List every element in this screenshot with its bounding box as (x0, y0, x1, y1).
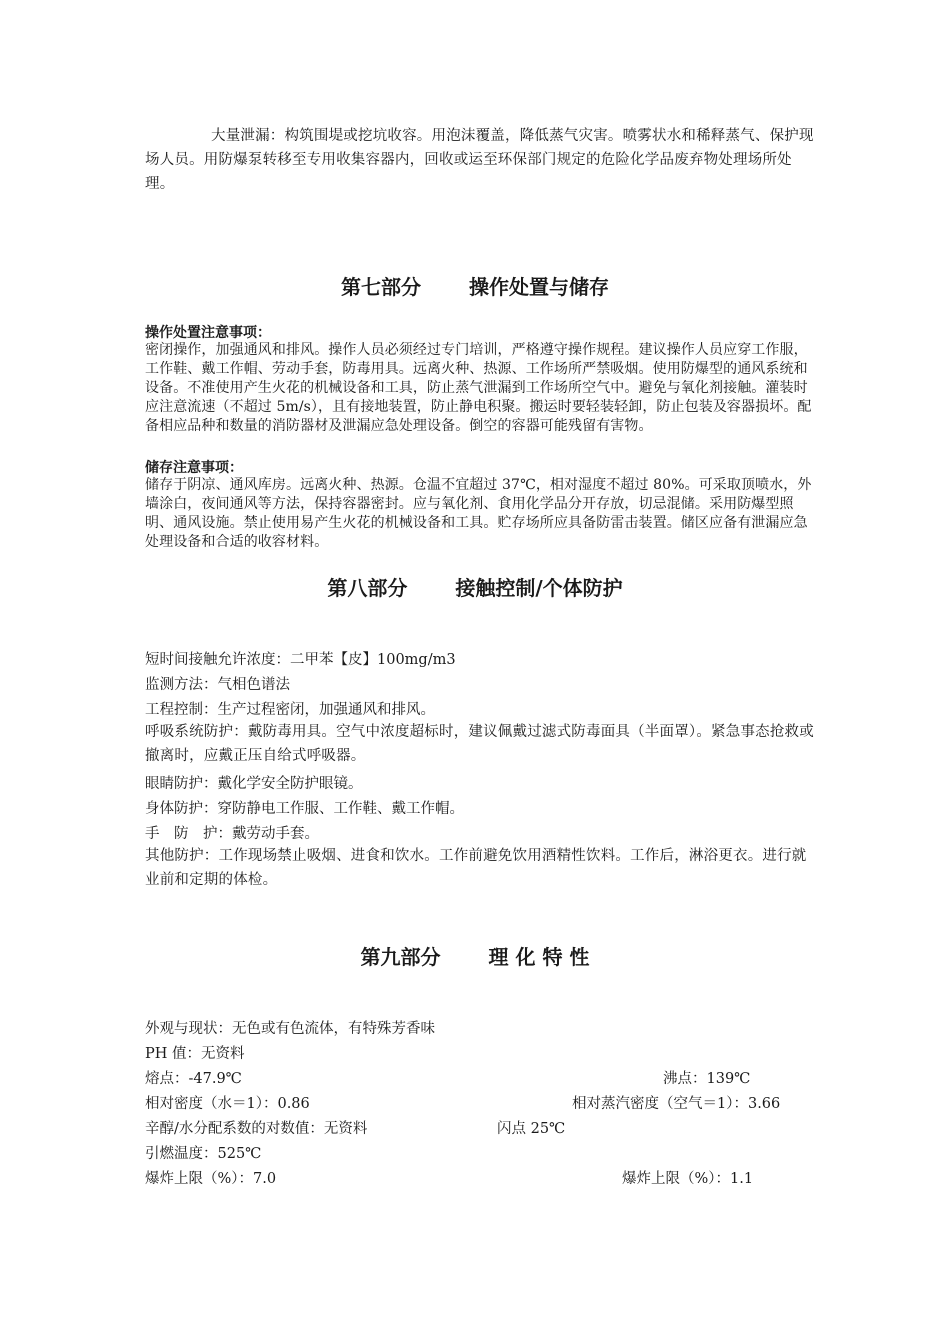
flash-point: 闪点 25℃ (497, 1121, 566, 1137)
section-8-heading (0, 572, 950, 601)
other-protection: 其他防护：工作现场禁止吸烟、进食和饮水。工作前避免饮用酒精性饮料。工作后，淋浴更衣。进行就业前和定期的体检。 (145, 848, 807, 888)
melting-point: 熔点：-47.9℃ (145, 1071, 242, 1087)
ph-line: PH 值：无资料 (145, 1046, 245, 1062)
section-8-title: 接触控制/个体防护 (455, 576, 623, 600)
body-protection: 身体防护：穿防静电工作服、工作鞋、戴工作帽。 (145, 801, 464, 817)
section-7-number: 第七部分 (341, 275, 421, 299)
section-7-title: 操作处置与储存 (469, 275, 609, 299)
vapor-density: 相对蒸汽密度（空气＝1）：3.66 (572, 1096, 781, 1112)
explosion-limit-upper: 爆炸上限（%）：7.0 (145, 1171, 277, 1187)
large-spill-paragraph: 大量泄漏：构筑围堤或挖坑收容。用泡沫覆盖，降低蒸气灾害。喷雾状水和稀释蒸气、保护现场人员。用防爆泵转移至专用收集容器内，回收或运至环保部门规定的危险化学品废弃物处理场所处理。 (145, 128, 814, 192)
section-7-heading (0, 271, 950, 300)
engineering-line: 工程控制：生产过程密闭，加强通风和排风。 (145, 702, 435, 718)
storage-text: 储存于阴凉、通风库房。远离火种、热源。仓温不宜超过 37℃，相对湿度不超过 80%。可采取顶喷水，外墙涂白，夜间通风等方法，保持容器密封。应与氧化剂、食用化学品分开存放，切忌混储。采用防爆型照明、通风设施。禁止使用易产生火花的机械设备和工具。贮存场所应具备防雷击装置。储区应备有泄漏应急处理设备和合适的收容材料。 (145, 477, 812, 550)
stel-line: 短时间接触允许浓度：二甲苯【皮】100mg/m3 (145, 652, 456, 668)
storage-label: 储存注意事项： (145, 460, 243, 476)
section-9-title: 理 化 特 性 (488, 945, 590, 969)
section-9-heading (0, 941, 950, 970)
explosion-limit-second: 爆炸上限（%）：1.1 (622, 1171, 754, 1187)
partition-coefficient: 辛醇/水分配系数的对数值：无资料 (145, 1121, 368, 1137)
section-9-number: 第九部分 (360, 945, 441, 969)
handling-label: 操作处置注意事项： (145, 325, 271, 341)
appearance-line: 外观与现状：无色或有色流体，有特殊芳香味 (145, 1021, 435, 1037)
handling-text: 密闭操作，加强通风和排风。操作人员必须经过专门培训，严格遵守操作规程。建议操作人员应穿工作服，工作鞋、戴工作帽、劳动手套，防毒用具。远离火种、热源、工作场所严禁吸烟。使用防爆型的通风系统和设备。不准使用产生火花的机械设备和工具，防止蒸气泄漏到工作场所空气中。避免与氧化剂接触。灌装时应注意流速（不超过 5m/s），且有接地装置，防止静电积聚。搬运时要轻装轻卸，防止包装及容器损坏。配备相应品种和数量的消防器材及泄漏应急处理设备。倒空的容器可能残留有害物。 (145, 342, 812, 434)
section-8-number: 第八部分 (327, 576, 408, 600)
eye-protection: 眼睛防护：戴化学安全防护眼镜。 (145, 776, 363, 792)
relative-density: 相对密度（水＝1）：0.86 (145, 1096, 310, 1112)
hand-protection: 手 防 护：戴劳动手套。 (145, 826, 319, 842)
monitor-line: 监测方法：气相色谱法 (145, 677, 290, 693)
ignition-temperature: 引燃温度：525℃ (145, 1146, 262, 1162)
respiratory-protection: 呼吸系统防护：戴防毒用具。空气中浓度超标时，建议佩戴过滤式防毒面具（半面罩）。紧急事态抢救或撤离时，应戴正压自给式呼吸器。 (145, 724, 814, 764)
boiling-point: 沸点：139℃ (663, 1071, 751, 1087)
